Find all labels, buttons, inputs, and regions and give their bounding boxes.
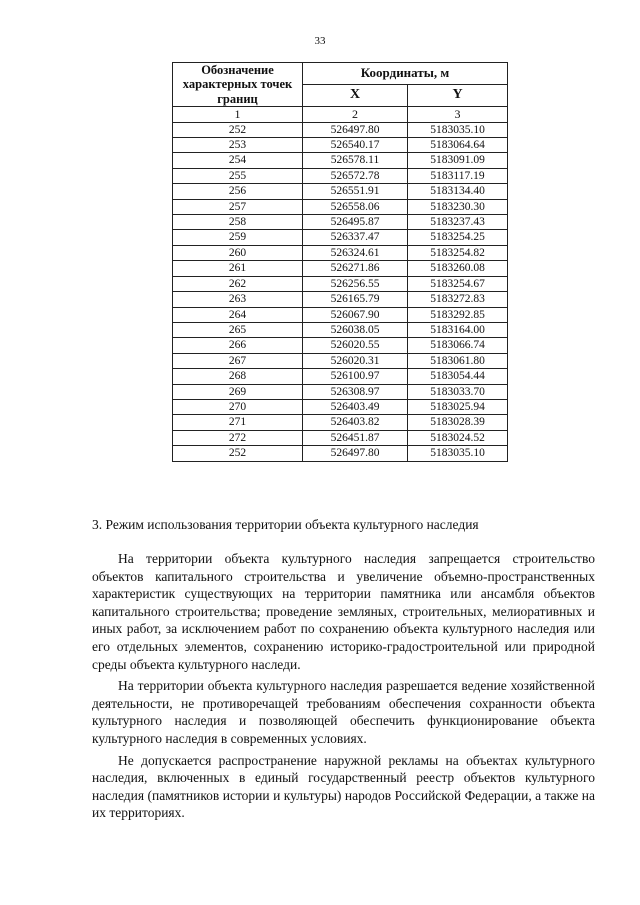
- header-y: Y: [408, 85, 508, 107]
- cell-y: 5183134.40: [408, 184, 508, 199]
- paragraph: Не допускается распространение наружной рекламы на объектах культурного наследия, включенных в единый государственный реестр объектов культурного наследия (памятников истории и культуры) народов Российской Федерации, а также на их территориях.: [92, 752, 595, 821]
- header-coordinates: Координаты, м: [303, 63, 508, 85]
- table-row: [173, 322, 508, 337]
- cell-point: 270: [173, 399, 303, 414]
- cell-y: 5183260.08: [408, 261, 508, 276]
- paragraph: На территории объекта культурного наследия разрешается ведение хозяйственной деятельности, не противоречащей требованиям обеспечения сохранности объекта культурного наследия и позволяющей обеспечить функционирование объекта культурного наследия в современных условиях.: [92, 678, 595, 746]
- cell-x: 526165.79: [303, 292, 408, 307]
- table-row: [173, 292, 508, 307]
- table-row: [173, 199, 508, 214]
- table-row: [173, 230, 508, 245]
- table-row: [173, 446, 508, 461]
- cell-point: 256: [173, 184, 303, 199]
- table-row: [173, 153, 508, 168]
- cell-point: 255: [173, 168, 303, 183]
- cell-point: 267: [173, 353, 303, 368]
- table-row: [173, 430, 508, 445]
- cell-point: 262: [173, 276, 303, 291]
- cell-x: 526337.47: [303, 230, 408, 245]
- cell-x: 526451.87: [303, 430, 408, 445]
- cell-point: 258: [173, 215, 303, 230]
- cell-y: 5183254.67: [408, 276, 508, 291]
- cell-y: 5183230.30: [408, 199, 508, 214]
- cell-y: 5183064.64: [408, 138, 508, 153]
- cell-y: 5183237.43: [408, 215, 508, 230]
- cell-x: 526495.87: [303, 215, 408, 230]
- column-index-row: [173, 107, 508, 122]
- cell-point: 271: [173, 415, 303, 430]
- cell-point: 261: [173, 261, 303, 276]
- coordinates-table: [172, 62, 508, 462]
- table-row: [173, 184, 508, 199]
- cell-point: 269: [173, 384, 303, 399]
- table-row: [173, 353, 508, 368]
- table-row: [173, 276, 508, 291]
- cell-x: 526497.80: [303, 122, 408, 137]
- cell-y: 5183292.85: [408, 307, 508, 322]
- cell-point: 259: [173, 230, 303, 245]
- cell-y: 5183272.83: [408, 292, 508, 307]
- table-row: [173, 415, 508, 430]
- cell-x: 526551.91: [303, 184, 408, 199]
- table-row: [173, 138, 508, 153]
- column-index: 1: [173, 107, 303, 122]
- table-row: [173, 215, 508, 230]
- coordinates-table-body: [173, 122, 508, 461]
- cell-x: 526067.90: [303, 307, 408, 322]
- cell-x: 526540.17: [303, 138, 408, 153]
- cell-x: 526403.82: [303, 415, 408, 430]
- section-title: 3. Режим использования территории объекта культурного наследия: [92, 517, 479, 532]
- cell-y: 5183025.94: [408, 399, 508, 414]
- cell-y: 5183117.19: [408, 168, 508, 183]
- cell-point: 265: [173, 322, 303, 337]
- table-row: [173, 122, 508, 137]
- cell-y: 5183028.39: [408, 415, 508, 430]
- cell-point: 272: [173, 430, 303, 445]
- cell-x: 526403.49: [303, 399, 408, 414]
- cell-y: 5183033.70: [408, 384, 508, 399]
- cell-x: 526020.55: [303, 338, 408, 353]
- table-row: [173, 307, 508, 322]
- cell-point: 263: [173, 292, 303, 307]
- cell-x: 526100.97: [303, 369, 408, 384]
- cell-y: 5183164.00: [408, 322, 508, 337]
- cell-point: 254: [173, 153, 303, 168]
- cell-y: 5183254.82: [408, 245, 508, 260]
- cell-x: 526324.61: [303, 245, 408, 260]
- cell-x: 526572.78: [303, 168, 408, 183]
- table-row: [173, 384, 508, 399]
- cell-x: 526038.05: [303, 322, 408, 337]
- column-index: 2: [303, 107, 408, 122]
- cell-y: 5183066.74: [408, 338, 508, 353]
- paragraph: На территории объекта культурного наследия запрещается строительство объектов капитального строительства и увеличение объемно-пространственных характеристик существующих на территории памятника или ансамбля объектов капитального строительства; проведение земляных, строительных, мелиоративных и иных работ, за исключением работ по сохранению объекта культурного наследия или его отдельных элементов, сохранению историко-градостроительной или природной среды объекта культурного наследи.: [92, 551, 595, 672]
- cell-x: 526271.86: [303, 261, 408, 276]
- table-row: [173, 399, 508, 414]
- cell-point: 257: [173, 199, 303, 214]
- cell-y: 5183035.10: [408, 122, 508, 137]
- table-row: [173, 245, 508, 260]
- cell-point: 252: [173, 446, 303, 461]
- cell-y: 5183061.80: [408, 353, 508, 368]
- table-row: [173, 168, 508, 183]
- page-number: 33: [314, 35, 326, 47]
- table-row: [173, 369, 508, 384]
- header-point-designation: Обозначение характерных точек границ: [173, 63, 303, 107]
- cell-point: 266: [173, 338, 303, 353]
- cell-x: 526020.31: [303, 353, 408, 368]
- cell-point: 252: [173, 122, 303, 137]
- table-row: [173, 261, 508, 276]
- cell-y: 5183035.10: [408, 446, 508, 461]
- cell-y: 5183254.25: [408, 230, 508, 245]
- cell-point: 260: [173, 245, 303, 260]
- cell-x: 526558.06: [303, 199, 408, 214]
- cell-y: 5183091.09: [408, 153, 508, 168]
- header-x: X: [303, 85, 408, 107]
- cell-point: 268: [173, 369, 303, 384]
- cell-y: 5183024.52: [408, 430, 508, 445]
- body-text: [92, 550, 595, 822]
- cell-x: 526578.11: [303, 153, 408, 168]
- column-index: 3: [408, 107, 508, 122]
- cell-x: 526497.80: [303, 446, 408, 461]
- table-row: [173, 338, 508, 353]
- cell-point: 253: [173, 138, 303, 153]
- cell-x: 526308.97: [303, 384, 408, 399]
- cell-y: 5183054.44: [408, 369, 508, 384]
- cell-point: 264: [173, 307, 303, 322]
- cell-x: 526256.55: [303, 276, 408, 291]
